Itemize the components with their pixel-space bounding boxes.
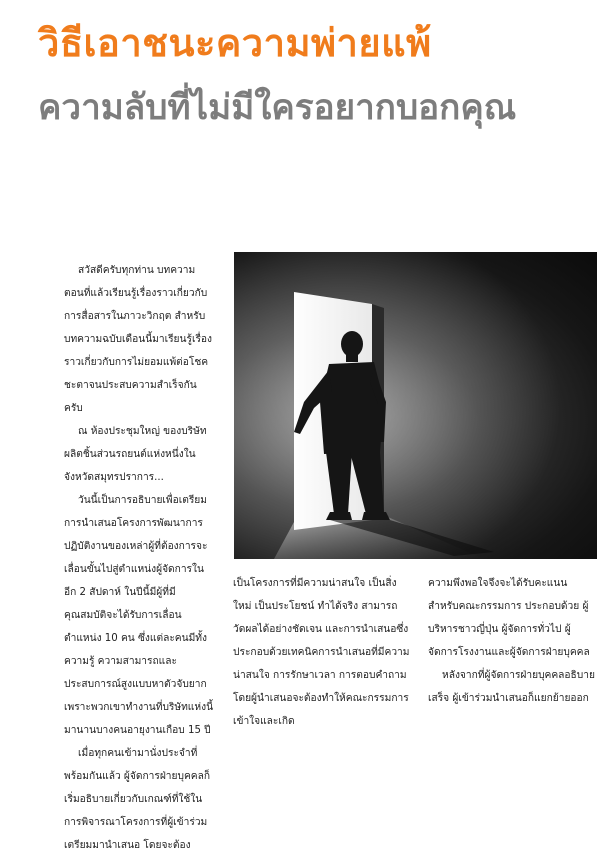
article-column-3 (428, 572, 598, 710)
paragraph: ณ ห้องประชุมใหญ่ ของบริษัทผลิตชิ้นส่วนรถยนต์แห่งหนึ่งในจังหวัดสมุทรปราการ... (64, 426, 207, 483)
paragraph: เมื่อทุกคนเข้ามานั่งประจำที่พร้อมกันแล้ว ผู้จัดการฝ่ายบุคคลก็เริ่มอธิบายเกี่ยวกับเกณฑ์ที่ใช้ในการพิจารณาโครงการที่ผู้เข้าร่วมเตรียมมานำเสนอ โดยจะต้อง (64, 748, 211, 851)
paragraph: เป็นโครงการที่มีความน่าสนใจ เป็นสิ่งใหม่ เป็นประโยชน์ ทำได้จริง สามารถวัดผลได้อย่างชัดเจน และการนำเสนอซึ่งประกอบด้วยเทคนิคการนำเสนอที่มีความน่าสนใจ การรักษาเวลา การตอบคำถาม โดยผู้นำเสนอจะต้องทำให้คณะกรรมการเข้าใจและเกิด (233, 578, 410, 727)
paragraph: หลังจากที่ผู้จัดการฝ่ายบุคคลอธิบายเสร็จ ผู้เข้าร่วมนำเสนอก็แยกย้ายออก (428, 670, 595, 704)
paragraph: ความพึงพอใจจึงจะได้รับคะแนน สำหรับคณะกรรมการ ประกอบด้วย ผู้บริหารชาวญี่ปุ่น ผู้จัดการทั่วไป ผู้จัดการโรงงานและผู้จัดการฝ่ายบุคคล (428, 578, 590, 658)
article-column-2 (233, 572, 411, 733)
article-title: วิธีเอาชนะความพ่ายแพ้ (38, 21, 432, 65)
article-photo (234, 252, 597, 559)
paragraph: วันนี้เป็นการอธิบายเพื่อเตรียมการนำเสนอโครงการพัฒนาการปฏิบัติงานของเหล่าผู้ที่ต้องการจะเลื่อนขั้นไปสู่ตำแหน่งผู้จัดการในอีก 2 สัปดาห์ ในปีนี้มีผู้ที่มีคุณสมบัติจะได้รับการเลื่อนตำแหน่ง 10 คน ซึ่งแต่ละคนมีทั้งความรู้ ความสามารถและประสบการณ์สูงแบบหาตัวจับยากเพราะพวกเขาทำงานที่บริษัทแห่งนี้มานานบางคนอายุงานเกือบ 15 ปี (64, 495, 214, 736)
article-column-1 (64, 259, 214, 857)
paragraph: สวัสดีครับทุกท่าน บทความตอนที่แล้วเรียนรู้เรื่องราวเกี่ยวกับการสื่อสารในภาวะวิกฤต สำหรับบทความฉบับเดือนนี้มาเรียนรู้เรื่องราวเกี่ยวกับการไม่ยอมแพ้ต่อโชคชะตาจนประสบความสำเร็จกันครับ (64, 265, 213, 414)
article-subtitle: ความลับที่ไม่มีใครอยากบอกคุณ (38, 88, 517, 128)
